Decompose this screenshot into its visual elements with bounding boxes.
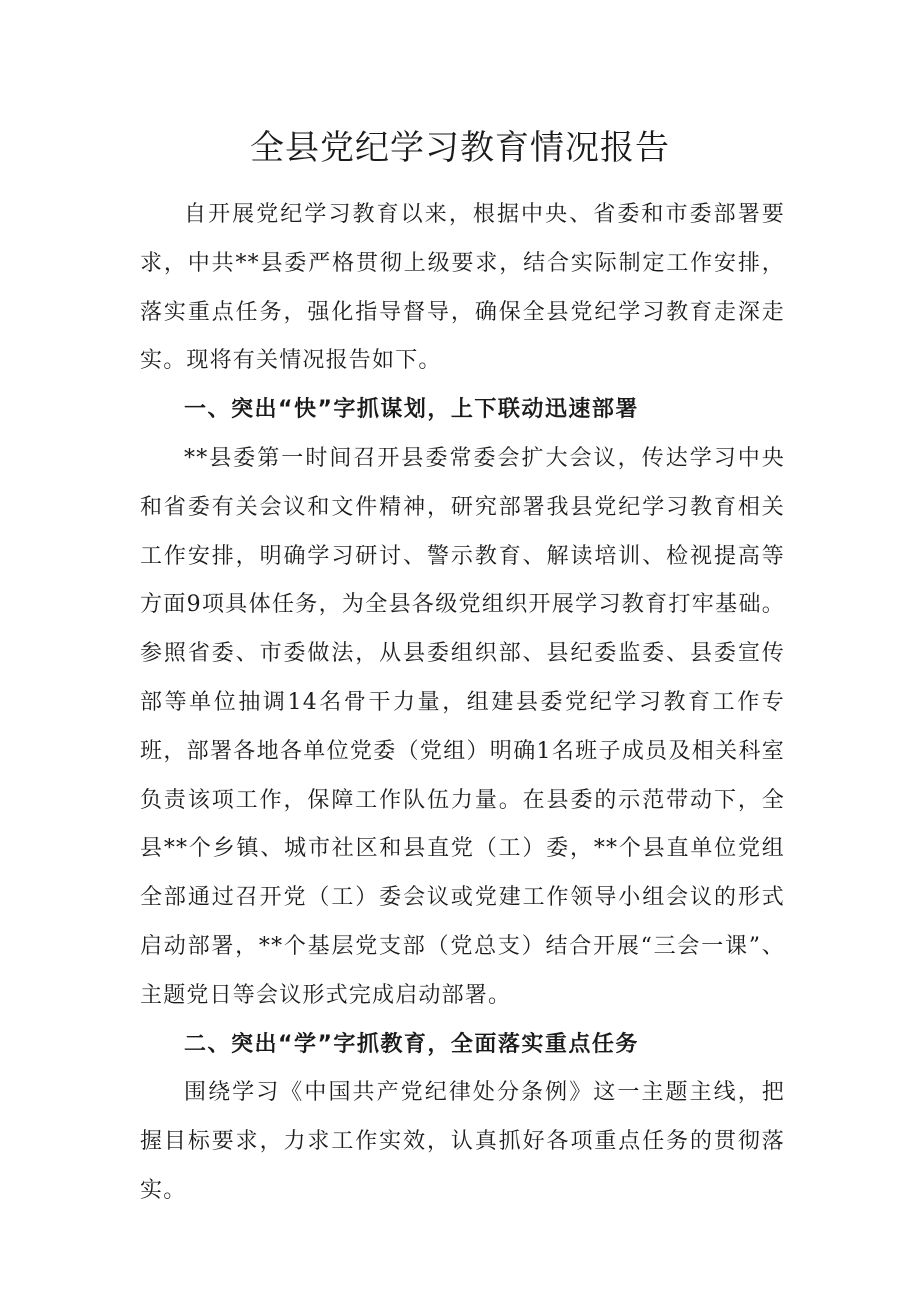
document-body [140,191,785,1216]
section-heading-2: 二、突出“学”字抓教育，全面落实重点任务 [184,1031,639,1057]
intro-paragraph: 自开展党纪学习教育以来，根据中央、省委和市委部署要求，中共**县委严格贯彻上级要求，结合实际制定工作安排，落实重点任务，强化指导督导，确保全县党纪学习教育走深走实。现将有关情况报告如下。 [140,202,785,374]
document-title: 全县党纪学习教育情况报告 [250,128,670,168]
section-2-paragraph: 围绕学习《中国共产党纪律处分条例》这一主题主线，把握目标要求，力求工作实效，认真抓好各项重点任务的贯彻落实。 [140,1080,785,1203]
section-heading-1: 一、突出“快”字抓谋划，上下联动迅速部署 [184,397,639,423]
section-1-paragraph: **县委第一时间召开县委常委会扩大会议，传达学习中央和省委有关会议和文件精神，研究部署我县党纪学习教育相关工作安排，明确学习研讨、警示教育、解读培训、检视提高等方面9项具体任务，为全县各级党组织开展学习教育打牢基础。参照省委、市委做法，从县委组织部、县纪委监委、县委宣传部等单位抽调14名骨干力量，组建县委党纪学习教育工作专班，部署各地各单位党委（党组）明确1名班子成员及相关科室负责该项工作，保障工作队伍力量。在县委的示范带动下，全县**个乡镇、城市社区和县直党（工）委，**个县直单位党组全部通过召开党（工）委会议或党建工作领导小组会议的形式启动部署，**个基层党支部（党总支）结合开展“三会一课”、主题党日等会议形式完成启动部署。 [140,445,785,1008]
